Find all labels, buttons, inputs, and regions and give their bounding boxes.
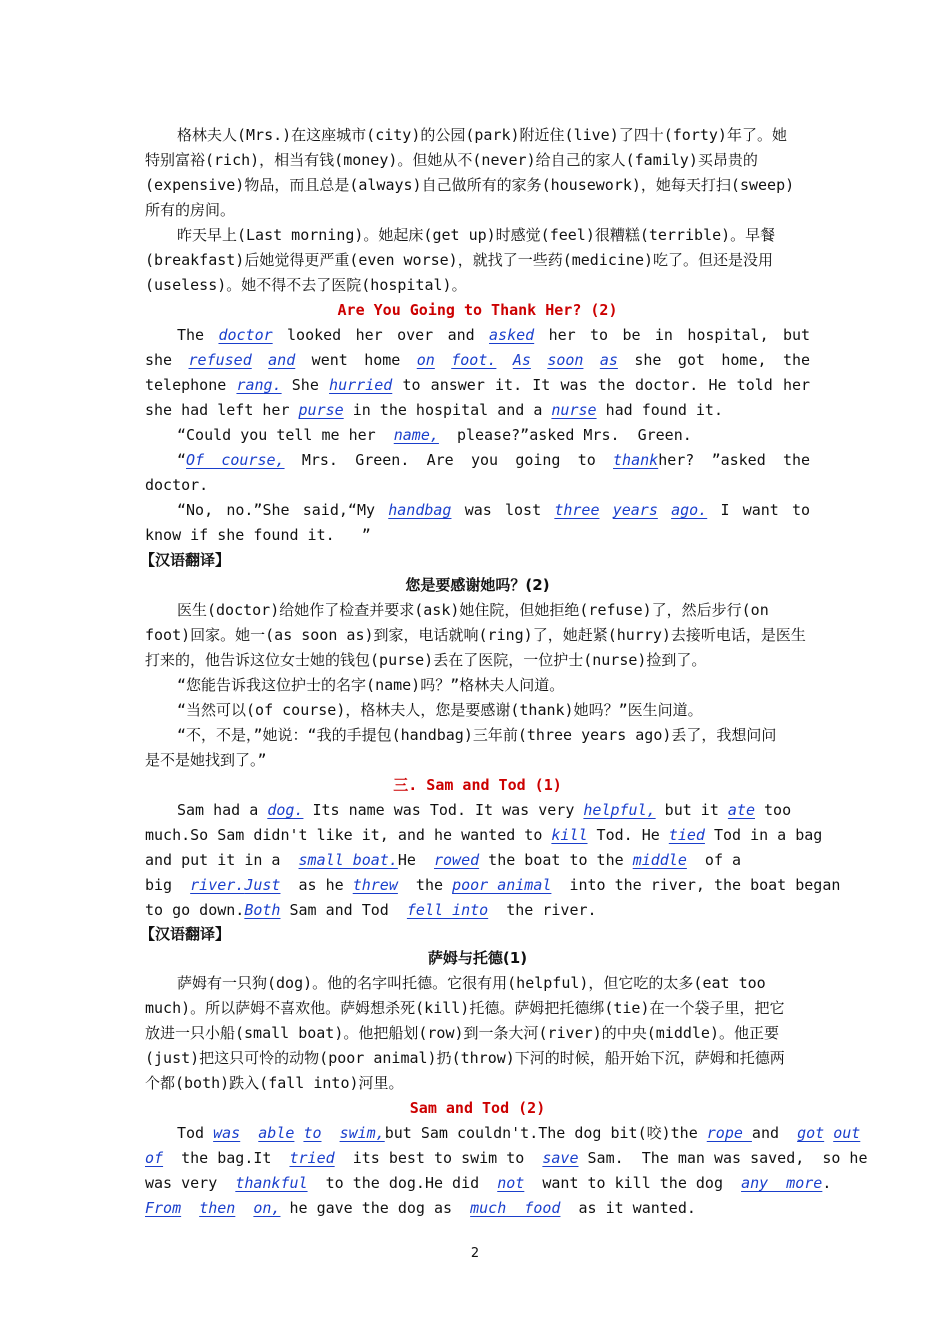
text-run: as it wanted. (560, 1199, 696, 1217)
answer-blank: thankful (235, 1174, 308, 1192)
text-run: Sam and Tod (280, 901, 407, 919)
text-line (145, 823, 823, 848)
text-run: lost (505, 501, 542, 519)
answer-blank: of (145, 1149, 164, 1167)
text-run: she (634, 351, 662, 369)
text-line: doctor. (145, 476, 209, 494)
answer-blank: ago. (671, 501, 708, 519)
text-run: her? (658, 451, 695, 469)
text-line: (breakfast)后她觉得更严重(even worse)，就找了一些药(medicine)吃了。但还是没用 (145, 251, 774, 269)
translation-title: 您是要感谢她吗？(2) (405, 576, 550, 594)
text-line (177, 323, 810, 348)
text-run: the river. (488, 901, 597, 919)
text-line: 医生(doctor)给她作了检查并要求(ask)她住院，但她拒绝(refuse)了，然后步行(on (177, 601, 769, 619)
text-line: 是不是她找到了。” (145, 751, 267, 769)
answer-blank: out (833, 1124, 861, 1142)
text-run: Green. (355, 451, 410, 469)
translation-header: 【汉语翻译】 (140, 925, 231, 943)
text-run: the (783, 451, 811, 469)
text-line: 昨天早上(Last morning)。她起床(get up)时感觉(feel)很糟糕(terrible)。早餐 (177, 226, 776, 244)
text-line (145, 348, 810, 373)
text-line: 格林夫人(Mrs.)在这座城市(city)的公园(park)附近住(live)了四十(forty)年了。她 (177, 126, 787, 144)
text-run: her (782, 376, 811, 394)
text-run: home (364, 351, 401, 369)
text-run: big (145, 876, 191, 894)
text-line (145, 398, 810, 423)
text-run: no.”She (226, 501, 290, 519)
answer-blank: purse (298, 401, 344, 419)
answer-blank: to (303, 1124, 322, 1142)
page-number: 2 (470, 1246, 480, 1261)
text-line (177, 423, 810, 448)
answer-blank: Just (244, 876, 281, 894)
answer-blank: ate (727, 801, 755, 819)
answer-blank: nurse (551, 401, 597, 419)
text-line: know if she found it. ” (145, 526, 371, 544)
translation-title: 萨姆与托德(1) (427, 949, 528, 967)
text-run: the boat to the (479, 851, 633, 869)
answer-blank: tried (289, 1149, 335, 1167)
text-run: as he (280, 876, 353, 894)
answer-blank: threw (352, 876, 398, 894)
translation-header: 【汉语翻译】 (140, 551, 231, 569)
answer-blank: then (199, 1199, 236, 1217)
text-run: He (397, 851, 434, 869)
answer-blank: rope (706, 1124, 752, 1142)
text-run: I (720, 501, 730, 519)
section-title: Sam and Tod (2) (409, 1099, 546, 1117)
answer-blank: able (258, 1124, 295, 1142)
text-line: (useless)。她不得不去了医院(hospital)。 (145, 276, 467, 294)
text-run: much.So Sam didn't like it, and he wanted to (145, 826, 552, 844)
answer-blank: From (145, 1199, 182, 1217)
text-line (145, 1196, 810, 1221)
text-run: to the dog.He did (307, 1174, 498, 1192)
text-run (322, 1124, 340, 1142)
text-line: (just)把这只可怜的动物(poor animal)扔(throw)下河的时候，船开始下沉，萨姆和托德两 (145, 1049, 785, 1067)
text-run (181, 1199, 199, 1217)
text-run: was (464, 501, 492, 519)
text-line: “不，不是，”她说：“我的手提包(handbag)三年前(three years ago)丢了，我想问问 (177, 726, 777, 744)
text-line (145, 1171, 832, 1196)
text-run: going (515, 451, 561, 469)
answer-blank: save (542, 1149, 579, 1167)
text-run: be (622, 326, 641, 344)
text-run: She (291, 376, 319, 394)
text-line: 所有的房间。 (145, 201, 236, 219)
answer-blank: dog. (267, 801, 304, 819)
text-run: please?”asked Mrs. Green. (438, 426, 692, 444)
section-title: Are You Going to Thank Her? (2) (337, 301, 618, 319)
text-line: (expensive)物品，而且总是(always)自己做所有的家务(housework)，她每天打扫(sweep) (145, 176, 795, 194)
text-run: and (751, 1124, 798, 1142)
text-run: had found it. (596, 401, 723, 419)
text-run: into the river, the boat began (551, 876, 841, 894)
text-line (145, 898, 810, 923)
text-run: Are (426, 451, 454, 469)
text-run: to (792, 501, 811, 519)
text-line (177, 798, 810, 823)
text-run (235, 1199, 253, 1217)
text-run: and put it in a (145, 851, 299, 869)
text-run: He (708, 376, 727, 394)
text-line: 个都(both)跌入(fall into)河里。 (145, 1074, 404, 1092)
text-run: the (597, 376, 625, 394)
text-run: over (397, 326, 434, 344)
text-run: . (822, 1174, 832, 1192)
answer-blank: three (554, 501, 600, 519)
answer-blank: thank (613, 451, 659, 469)
answer-blank: foot. (451, 351, 497, 369)
answer-blank: doctor (218, 326, 273, 344)
text-line (145, 848, 810, 873)
text-run: told (736, 376, 773, 394)
text-run (240, 1124, 258, 1142)
answer-blank: soon (547, 351, 584, 369)
text-run: said,“My (302, 501, 376, 519)
text-line (177, 1121, 861, 1146)
answer-blank: years (612, 501, 658, 519)
text-run: ”asked (711, 451, 766, 469)
text-run: was very (145, 1174, 236, 1192)
text-run: too (755, 801, 792, 819)
text-line: 打来的，他告诉这位女士她的钱包(purse)丢在了医院，一位护士(nurse)捡到了。 (145, 651, 707, 669)
text-run: to go down. (145, 901, 245, 919)
answer-blank: refused (188, 351, 252, 369)
text-run: and (447, 326, 475, 344)
answer-blank: river. (190, 876, 245, 894)
text-line: much)。所以萨姆不喜欢他。萨姆想杀死(kill)托德。萨姆把托德绑(tie)在一个袋子里，把它 (145, 999, 785, 1017)
text-run: telephone (145, 376, 227, 394)
answer-blank: on (416, 351, 435, 369)
answer-blank: much food (470, 1199, 561, 1217)
text-run: the bag.It (163, 1149, 290, 1167)
answer-blank: middle (632, 851, 687, 869)
answer-blank: name, (393, 426, 439, 444)
text-run: doctor. (635, 376, 699, 394)
text-run: its best to swim to (334, 1149, 543, 1167)
answer-blank: As (512, 351, 531, 369)
answer-blank: got (797, 1124, 825, 1142)
text-line: “您能告诉我这位护士的名字(name)吗？”格林夫人问道。 (177, 676, 565, 694)
text-line (177, 448, 810, 473)
answer-blank: rowed (434, 851, 480, 869)
text-run: looked (287, 326, 342, 344)
answer-blank: tied (668, 826, 705, 844)
answer-blank: poor animal (452, 876, 552, 894)
text-run: want (742, 501, 779, 519)
text-run: he gave the dog as (280, 1199, 471, 1217)
text-run: to (590, 326, 609, 344)
answer-blank: asked (489, 326, 535, 344)
text-run: in (654, 326, 673, 344)
text-run: Tod. He (587, 826, 669, 844)
answer-blank: swim, (339, 1124, 385, 1142)
text-run: The (177, 326, 205, 344)
text-line (145, 1146, 868, 1171)
text-run: It (532, 376, 551, 394)
text-run: in the hospital and a (343, 401, 552, 419)
answer-blank: rang. (236, 376, 282, 394)
text-run: her (355, 326, 383, 344)
text-run: “Could you tell me her (177, 426, 394, 444)
text-line (145, 873, 841, 898)
text-run: got (677, 351, 705, 369)
text-run: but it (655, 801, 728, 819)
text-run: Tod in a bag (704, 826, 823, 844)
answer-blank: any more (741, 1174, 823, 1192)
text-line: 特别富裕(rich)，相当有钱(money)。但她从不(never)给自己的家人(family)买昂贵的 (145, 151, 758, 169)
text-line (145, 373, 810, 398)
text-run (824, 1124, 833, 1142)
text-run: but (783, 326, 811, 344)
text-run: of a (686, 851, 742, 869)
answer-blank: kill (551, 826, 588, 844)
answer-blank: not (497, 1174, 525, 1192)
text-run: to answer it. (402, 376, 523, 394)
answer-blank: on, (253, 1199, 281, 1217)
text-line: foot)回家。她一(as soon as)到家，电话就响(ring)了，她赶紧(hurry)去接听电话，是医生 (145, 626, 806, 644)
text-run: you (470, 451, 499, 469)
text-run: want to kill the dog (524, 1174, 742, 1192)
text-run: was (560, 376, 588, 394)
answer-blank: small boat. (298, 851, 398, 869)
answer-blank: handbag (388, 501, 452, 519)
text-run: “No, (177, 501, 214, 519)
text-run: the (397, 876, 453, 894)
text-run: the (782, 351, 811, 369)
answer-blank: as (599, 351, 618, 369)
text-run: Sam. The man was saved, so he (578, 1149, 868, 1167)
text-run: to (577, 451, 596, 469)
text-line: 放进一只小船(small boat)。他把船划(row)到一条大河(river)的中央(middle)。他正要 (145, 1024, 779, 1042)
answer-blank: helpful, (583, 801, 656, 819)
text-run: “ (177, 451, 187, 469)
answer-blank: hurried (329, 376, 393, 394)
text-run: hospital, (687, 326, 769, 344)
text-run: Its name was Tod. It was very (303, 801, 584, 819)
text-run: but Sam couldn't.The dog bit(咬)the (384, 1124, 707, 1142)
text-line (177, 498, 810, 523)
answer-blank: Both (244, 901, 281, 919)
text-run: her (548, 326, 576, 344)
text-run: she had left her (145, 401, 299, 419)
text-line: 萨姆有一只狗(dog)。他的名字叫托德。它很有用(helpful)，但它吃的太多(eat too (177, 974, 766, 992)
section-title: 三. Sam and Tod (1) (393, 776, 562, 794)
text-run: Mrs. (301, 451, 338, 469)
text-run: she (145, 351, 173, 369)
text-run: Sam had a (177, 801, 268, 819)
text-run: Tod (177, 1124, 214, 1142)
answer-blank: fell into (406, 901, 489, 919)
answer-blank: was (213, 1124, 241, 1142)
text-run: home, (721, 351, 767, 369)
text-run: went (311, 351, 348, 369)
text-line: “当然可以(of course)，格林夫人，您是要感谢(thank)她吗？”医生问道。 (177, 701, 703, 719)
answer-blank: Of course, (186, 451, 285, 469)
answer-blank: and (268, 351, 296, 369)
